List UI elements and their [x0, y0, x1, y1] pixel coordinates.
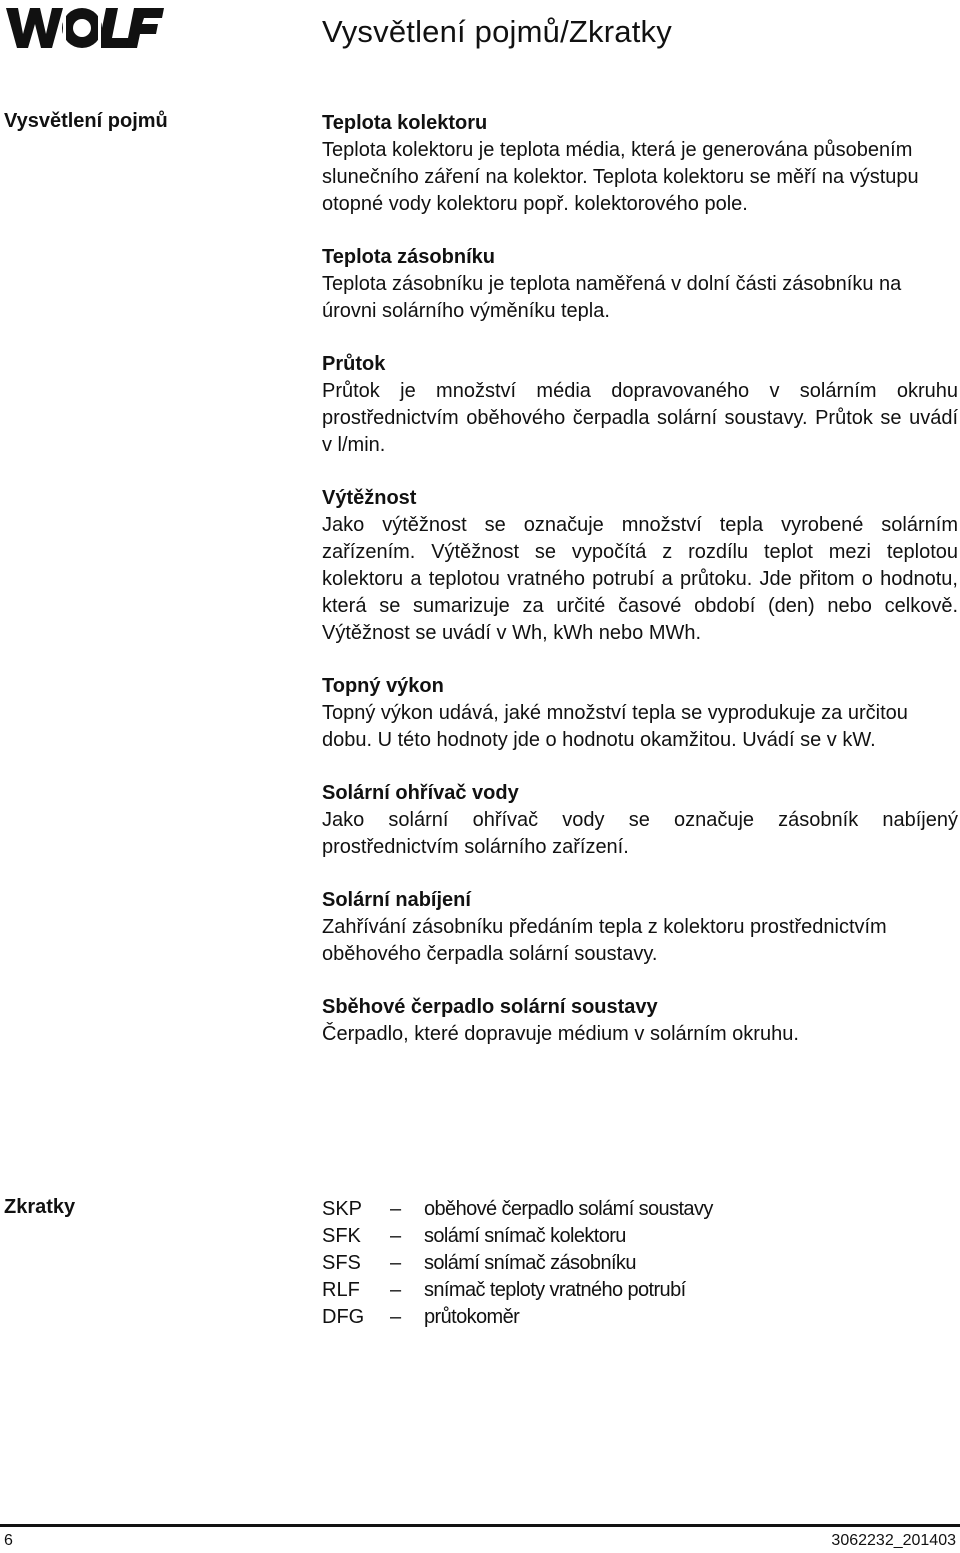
abbreviations-list: [322, 1196, 958, 1331]
term-title: Solární ohřívač vody: [322, 782, 519, 804]
abbreviation-dash: –: [390, 1198, 402, 1220]
abbreviation-code: SFS: [322, 1252, 361, 1274]
term-text: Čerpadlo, které dopravuje médium v solárním okruhu.: [322, 1023, 799, 1045]
terms-section-heading: Vysvětlení pojmů: [4, 110, 168, 132]
page-header: [0, 0, 960, 80]
term-item: [322, 673, 958, 754]
abbreviation-description: snímač teploty vratného potrubí: [424, 1279, 686, 1301]
page-number: 6: [4, 1532, 13, 1549]
abbreviation-description: solámí snímač kolektoru: [424, 1225, 626, 1247]
abbreviations-section-heading: Zkratky: [4, 1196, 76, 1218]
term-item: [322, 887, 958, 968]
term-text: Teplota kolektoru je teplota média, která je generována působením slunečního záření na kolektor. Teplota kolektoru se měří na výstupu otopné vody kolektoru popř. kolektorového pole.: [322, 139, 919, 215]
document-number: 3062232_201403: [831, 1532, 956, 1549]
abbreviation-code: SFK: [322, 1225, 361, 1247]
term-item: [322, 244, 958, 325]
term-text: Teplota zásobníku je teplota naměřená v dolní části zásobníku na úrovni solárního výměníku tepla.: [322, 273, 902, 322]
term-title: Solární nabíjení: [322, 889, 471, 911]
terms-list: [322, 110, 958, 1074]
abbreviation-dash: –: [390, 1306, 402, 1328]
term-item: [322, 351, 958, 459]
abbreviation-dash: –: [390, 1279, 402, 1301]
term-title: Teplota kolektoru: [322, 112, 488, 134]
term-item: [322, 994, 958, 1048]
term-title: Topný výkon: [322, 675, 444, 697]
term-item: [322, 110, 958, 218]
term-title: Výtěžnost: [322, 487, 417, 509]
term-item: [322, 485, 958, 647]
abbreviation-description: solámí snímač zásobníku: [424, 1252, 636, 1274]
term-title: Teplota zásobníku: [322, 246, 495, 268]
term-text: Jako výtěžnost se označuje množství tepla vyrobené solárním zařízením. Výtěžnost se vypočítá z rozdílu teplot mezi teplotou kolektoru a teplotou vratného potrubí a průtoku. Jde přitom o hodnotu, která se sumarizuje za určité časové období (den) nebo celkově. Výtěžnost se uvádí v Wh, kWh nebo MWh.: [322, 514, 958, 644]
abbreviation-row: [322, 1196, 958, 1223]
abbreviation-description: průtokoměr: [424, 1306, 520, 1328]
term-text: Topný výkon udává, jaké množství tepla se vyprodukuje za určitou dobu. U této hodnoty jde o hodnotu okamžitou. Uvádí se v kW.: [322, 702, 908, 751]
abbreviation-dash: –: [390, 1252, 402, 1274]
abbreviation-row: [322, 1250, 958, 1277]
abbreviation-description: oběhové čerpadlo solámí soustavy: [424, 1198, 713, 1220]
wolf-logo: [6, 6, 164, 50]
term-title: Sběhové čerpadlo solární soustavy: [322, 996, 658, 1018]
page-title: Vysvětlení pojmů/Zkratky: [322, 14, 672, 49]
term-text: Zahřívání zásobníku předáním tepla z kolektoru prostřednictvím oběhového čerpadla solární soustavy.: [322, 916, 887, 965]
abbreviation-dash: –: [390, 1225, 402, 1247]
abbreviation-code: SKP: [322, 1198, 363, 1220]
abbreviation-code: RLF: [322, 1279, 360, 1301]
footer-divider: [0, 1524, 960, 1527]
term-title: Průtok: [322, 353, 386, 375]
abbreviation-row: [322, 1277, 958, 1304]
term-text: Průtok je množství média dopravovaného v solárním okruhu prostřednictvím oběhového čerpadla solární soustavy. Průtok se uvádí v l/min.: [322, 380, 958, 456]
abbreviation-row: [322, 1304, 958, 1331]
term-text: Jako solární ohřívač vody se označuje zásobník nabíjený prostřednictvím solárního zařízení.: [322, 809, 958, 858]
abbreviation-code: DFG: [322, 1306, 365, 1328]
abbreviation-row: [322, 1223, 958, 1250]
term-item: [322, 780, 958, 861]
